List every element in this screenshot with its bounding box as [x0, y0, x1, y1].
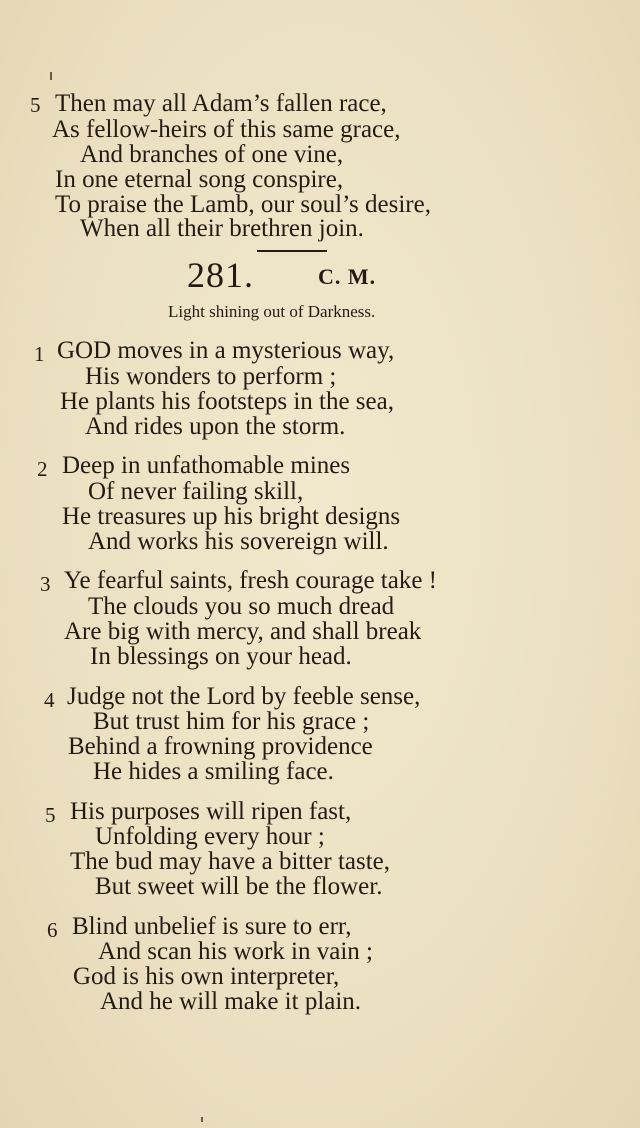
verse-line: He treasures up his bright designs	[62, 503, 401, 530]
verse-line: Judge not the Lord by feeble sense,	[67, 683, 421, 710]
verse-line: But sweet will be the flower.	[95, 873, 383, 900]
verse-line: Of never failing skill,	[88, 478, 304, 505]
hymn-subtitle: Light shining out of Darkness.	[168, 302, 376, 321]
verse-number: 2	[37, 457, 48, 481]
verse-number: 1	[34, 342, 45, 366]
verse-line: In blessings on your head.	[90, 643, 352, 670]
verse-line: Behind a frowning providence	[68, 733, 373, 760]
verse-line: Deep in unfathomable mines	[62, 452, 351, 479]
verse-line: As fellow-heirs of this same grace,	[52, 116, 401, 143]
section-divider	[257, 250, 327, 252]
verse-line: His purposes will ripen fast,	[70, 798, 352, 825]
verse-line: He plants his footsteps in the sea,	[60, 388, 394, 415]
verse-line: And he will make it plain.	[100, 988, 362, 1015]
verse-line: When all their brethren join.	[80, 215, 364, 242]
verse-line: Then may all Adam’s fallen race,	[55, 90, 387, 117]
verse-number: 3	[40, 572, 51, 596]
verse-line: His wonders to perform ;	[85, 363, 337, 390]
verse-number: 5	[45, 803, 56, 827]
verse-line: Unfolding every hour ;	[95, 823, 325, 850]
hymn-meter: C. M.	[318, 264, 377, 289]
verse-line: And rides upon the storm.	[85, 413, 346, 440]
verse-line: To praise the Lamb, our soul’s desire,	[55, 191, 431, 218]
hymn-number: 281.	[187, 255, 254, 295]
verse-line: But trust him for his grace ;	[93, 708, 370, 735]
verse-number: 6	[47, 918, 58, 942]
verse-number: 5	[30, 93, 41, 117]
verse-line: GOD moves in a mysterious way,	[57, 337, 395, 364]
verse-line: And scan his work in vain ;	[98, 938, 373, 965]
page-speck	[50, 72, 52, 80]
verse-line: And branches of one vine,	[80, 141, 344, 168]
verse-line: God is his own interpreter,	[73, 963, 340, 990]
page-speck	[201, 1117, 203, 1122]
verse-number: 4	[44, 688, 55, 712]
verse-line: In one eternal song conspire,	[55, 166, 344, 193]
verse-line: Are big with mercy, and shall break	[64, 618, 422, 645]
verse-line: Blind unbelief is sure to err,	[72, 913, 352, 940]
verse-line: And works his sovereign will.	[88, 528, 389, 555]
verse-line: The clouds you so much dread	[88, 593, 395, 620]
verse-line: The bud may have a bitter taste,	[70, 848, 391, 875]
verse-line: He hides a smiling face.	[93, 758, 334, 785]
verse-line: Ye fearful saints, fresh courage take !	[64, 567, 438, 594]
